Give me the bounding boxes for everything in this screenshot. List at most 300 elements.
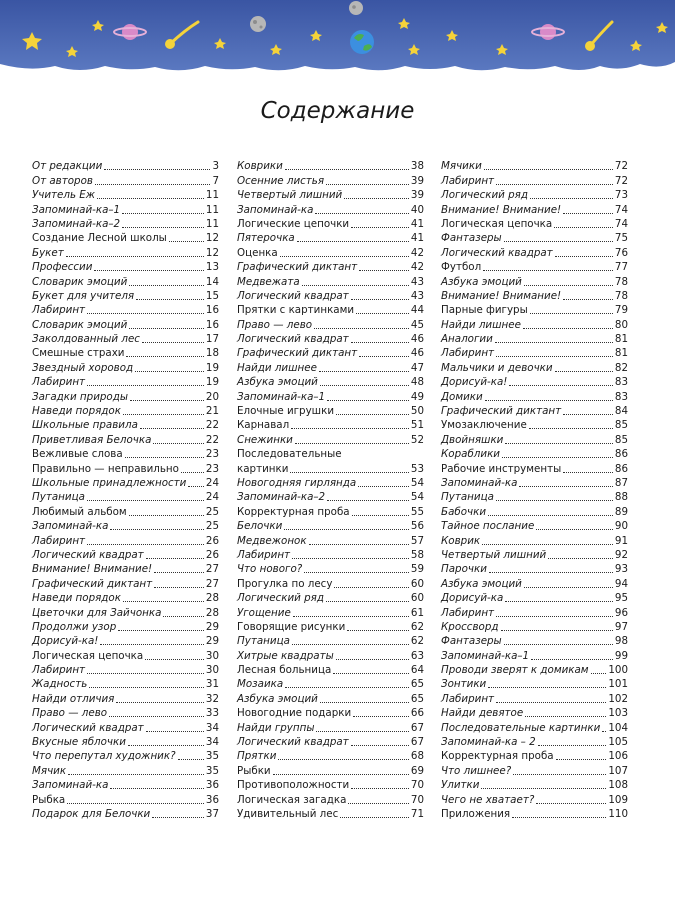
toc-entry-title: Азбука эмоций — [441, 577, 522, 590]
toc-entry-title: Путаница — [32, 491, 85, 504]
toc-entry — [32, 172, 219, 186]
dot-leader — [563, 472, 613, 473]
toc-entry — [441, 705, 628, 719]
dot-leader — [145, 659, 204, 660]
dot-leader — [110, 529, 204, 530]
dot-leader — [531, 659, 613, 660]
dot-leader — [351, 788, 409, 789]
toc-entry-page: 59 — [410, 563, 424, 576]
toc-entry-title: Тайное послание — [441, 520, 535, 533]
toc-entry-title: Мячик — [32, 764, 67, 777]
toc-entry-page: 55 — [410, 505, 424, 518]
toc-entry-title: Корректурная проба — [237, 505, 350, 518]
toc-entry-title: Профессии — [32, 261, 93, 274]
toc-entry-page: 30 — [205, 664, 219, 677]
toc-entry-title: Лабиринт — [32, 304, 86, 317]
dot-leader — [513, 774, 606, 775]
toc-entry — [441, 503, 628, 517]
toc-entry — [237, 719, 424, 733]
toc-entry — [237, 446, 424, 475]
toc-entry-title: Прятки с картинками — [237, 304, 355, 317]
toc-entry-page: 89 — [614, 505, 628, 518]
toc-entry-title: Запоминай-ка–1 — [441, 649, 530, 662]
dot-leader — [530, 313, 613, 314]
toc-entry — [32, 748, 219, 762]
toc-entry-title: Букет для учителя — [32, 289, 135, 302]
dot-leader — [591, 673, 607, 674]
toc-entry-page: 24 — [205, 491, 219, 504]
toc-entry — [32, 762, 219, 776]
dot-leader — [336, 414, 409, 415]
dot-leader — [314, 328, 409, 329]
dot-leader — [153, 443, 204, 444]
toc-entry-page: 26 — [205, 534, 219, 547]
toc-entry-title: Рабочие инструменты — [441, 462, 562, 475]
toc-entry-title: Лабиринт — [441, 347, 495, 360]
toc-entry-page: 7 — [212, 174, 219, 187]
dot-leader — [563, 299, 613, 300]
dot-leader — [548, 558, 613, 559]
toc-entry-title: Парные фигуры — [441, 304, 528, 317]
toc-entry-title-continued: картинки — [237, 462, 289, 475]
toc-entry-page: 58 — [410, 548, 424, 561]
toc-entry — [237, 288, 424, 302]
dot-leader — [129, 285, 204, 286]
toc-entry — [237, 705, 424, 719]
toc-entry-page: 99 — [614, 649, 628, 662]
toc-entry — [237, 431, 424, 445]
toc-entry — [441, 734, 628, 748]
toc-entry-title: Мальчики и девочки — [441, 361, 553, 374]
dot-leader — [278, 759, 409, 760]
toc-entry-page: 16 — [205, 304, 219, 317]
toc-entry-page: 65 — [410, 678, 424, 691]
toc-entry — [32, 431, 219, 445]
toc-entry — [237, 575, 424, 589]
toc-entry-page: 102 — [608, 692, 628, 705]
dot-leader — [523, 328, 613, 329]
toc-entry — [32, 489, 219, 503]
toc-entry-title: Запоминай-ка–1 — [32, 203, 121, 216]
dot-leader — [302, 285, 409, 286]
toc-entry-title: Логический квадрат — [32, 548, 144, 561]
toc-entry-page: 70 — [410, 793, 424, 806]
toc-entry-page: 61 — [410, 606, 424, 619]
toc-entry-page: 49 — [410, 390, 424, 403]
toc-entry — [237, 172, 424, 186]
toc-entry-title: Лабиринт — [441, 692, 495, 705]
toc-entry — [32, 244, 219, 258]
dot-leader — [556, 759, 607, 760]
toc-entry — [237, 561, 424, 575]
dot-leader — [126, 356, 203, 357]
dot-leader — [488, 687, 606, 688]
toc-entry — [441, 489, 628, 503]
toc-entry — [441, 345, 628, 359]
toc-column-3 — [441, 158, 628, 820]
toc-entry-page: 110 — [608, 807, 628, 820]
toc-entry — [32, 806, 219, 820]
toc-entry-page: 92 — [614, 548, 628, 561]
toc-entry-page: 21 — [205, 405, 219, 418]
dot-leader — [351, 299, 409, 300]
toc-entry — [32, 532, 219, 546]
toc-entry-title: Логический квадрат — [441, 246, 553, 259]
toc-entry-page: 39 — [410, 189, 424, 202]
toc-entry-page: 81 — [614, 333, 628, 346]
toc-entry — [32, 561, 219, 575]
dot-leader — [481, 788, 606, 789]
toc-entry-page: 72 — [614, 160, 628, 173]
toc-entry-title: Что перепутал художник? — [32, 750, 176, 763]
dot-leader — [68, 774, 204, 775]
toc-entry-title: Логический квадрат — [32, 721, 144, 734]
toc-entry-page: 42 — [410, 261, 424, 274]
toc-entry — [441, 590, 628, 604]
toc-entry — [441, 633, 628, 647]
toc-entry-page: 48 — [410, 376, 424, 389]
toc-entry-page: 78 — [614, 289, 628, 302]
toc-entry — [441, 359, 628, 373]
dot-leader — [87, 544, 204, 545]
toc-entry-page: 28 — [205, 606, 219, 619]
toc-entry-title: Что нового? — [237, 563, 303, 576]
moon-icon — [349, 1, 363, 15]
toc-entry-title: Заколдованный лес — [32, 333, 140, 346]
toc-entry-title: Логическая загадка — [237, 793, 347, 806]
toc-entry-title: Логический квадрат — [237, 289, 349, 302]
dot-leader — [536, 803, 606, 804]
toc-entry — [441, 446, 628, 460]
toc-entry-title: Бабочки — [441, 505, 487, 518]
dot-leader — [291, 428, 409, 429]
toc-entry-page: 57 — [410, 534, 424, 547]
toc-entry — [237, 518, 424, 532]
toc-entry-title: Пятерочка — [237, 232, 295, 245]
toc-entry-page: 85 — [614, 433, 628, 446]
dot-leader — [505, 443, 613, 444]
toc-entry — [237, 676, 424, 690]
toc-entry-title: Дорисуй-ка! — [32, 635, 99, 648]
toc-entry — [441, 201, 628, 215]
toc-entry-title: Логическая цепочка — [441, 217, 553, 230]
toc-entry-title: Снежинки — [237, 433, 293, 446]
toc-entry — [237, 216, 424, 230]
toc-entry-title: Умозаключение — [441, 419, 527, 432]
toc-entry-page: 16 — [205, 318, 219, 331]
dot-leader — [359, 270, 409, 271]
earth-icon — [350, 30, 374, 54]
toc-entry-title: Удивительный лес — [237, 807, 339, 820]
toc-entry-page: 95 — [614, 592, 628, 605]
toc-entry — [32, 345, 219, 359]
toc-entry-page: 86 — [614, 462, 628, 475]
dot-leader — [496, 500, 613, 501]
toc-entry — [32, 201, 219, 215]
toc-entry-page: 90 — [614, 520, 628, 533]
toc-entry-page: 38 — [410, 160, 424, 173]
toc-entry-title: Фантазеры — [441, 232, 502, 245]
toc-entry-page: 65 — [410, 692, 424, 705]
toc-entry-title: Запоминай-ка – 2 — [441, 736, 536, 749]
dot-leader — [496, 356, 613, 357]
toc-entry-title: От редакции — [32, 160, 103, 173]
dot-leader — [529, 428, 613, 429]
toc-entry — [441, 259, 628, 273]
dot-leader — [304, 572, 409, 573]
toc-entry — [32, 288, 219, 302]
dot-leader — [563, 213, 613, 214]
toc-entry-title: Мячики — [441, 160, 482, 173]
toc-entry — [441, 690, 628, 704]
toc-entry-page: 108 — [608, 779, 628, 792]
toc-entry — [441, 762, 628, 776]
toc-entry — [32, 460, 219, 474]
toc-entry — [441, 172, 628, 186]
dot-leader — [485, 400, 613, 401]
toc-entry-page: 82 — [614, 361, 628, 374]
toc-entry-title: Наведи порядок — [32, 592, 121, 605]
dot-leader — [169, 241, 204, 242]
dot-leader — [89, 687, 204, 688]
toc-entry — [237, 734, 424, 748]
toc-entry — [441, 518, 628, 532]
toc-entry-title: Дорисуй-ка! — [441, 376, 508, 389]
toc-entry-title: Цветочки для Зайчонка — [32, 606, 162, 619]
toc-entry-page: 40 — [410, 203, 424, 216]
toc-entry-title: Белочки — [237, 520, 283, 533]
toc-entry-page: 11 — [205, 189, 219, 202]
toc-entry-page: 14 — [205, 275, 219, 288]
toc-entry-page: 43 — [410, 275, 424, 288]
toc-entry — [237, 532, 424, 546]
toc-entry-page: 75 — [614, 232, 628, 245]
toc-entry — [32, 575, 219, 589]
toc-entry — [441, 388, 628, 402]
moon-icon — [250, 16, 266, 32]
toc-entry-title: Аналогии — [441, 333, 493, 346]
dot-leader — [122, 213, 204, 214]
dot-leader — [146, 731, 204, 732]
toc-entry-page: 98 — [614, 635, 628, 648]
toc-entry-page: 88 — [614, 491, 628, 504]
toc-entry — [441, 791, 628, 805]
toc-entry-page: 50 — [410, 405, 424, 418]
dot-leader — [104, 169, 210, 170]
toc-entry — [237, 374, 424, 388]
toc-entry-page: 71 — [410, 807, 424, 820]
toc-entry — [237, 547, 424, 561]
toc-entry-page: 96 — [614, 606, 628, 619]
toc-entry-page: 28 — [205, 592, 219, 605]
toc-entry-title: Жадность — [32, 678, 88, 691]
toc-entry — [441, 647, 628, 661]
toc-entry — [237, 662, 424, 676]
toc-entry-title: Графический диктант — [441, 405, 562, 418]
toc-entry-title: Школьные правила — [32, 419, 138, 432]
toc-entry-page: 42 — [410, 246, 424, 259]
dot-leader — [333, 673, 409, 674]
toc-entry-page: 62 — [410, 635, 424, 648]
toc-entry-page: 11 — [205, 203, 219, 216]
toc-entry-page: 27 — [205, 577, 219, 590]
dot-leader — [326, 184, 409, 185]
dot-leader — [489, 572, 613, 573]
dot-leader — [87, 673, 204, 674]
toc-entry-page: 69 — [410, 764, 424, 777]
dot-leader — [484, 169, 613, 170]
toc-entry — [32, 302, 219, 316]
toc-entry-title: Внимание! Внимание! — [32, 563, 153, 576]
toc-entry — [237, 388, 424, 402]
toc-entry-page: 73 — [614, 189, 628, 202]
toc-entry-title: Улитки — [441, 779, 480, 792]
toc-entry — [32, 316, 219, 330]
dot-leader — [154, 587, 204, 588]
dot-leader — [602, 731, 606, 732]
toc-entry-title: Школьные принадлежности — [32, 476, 187, 489]
toc-entry-title: Внимание! Внимание! — [441, 203, 562, 216]
toc-entry-page: 36 — [205, 793, 219, 806]
toc-entry — [441, 302, 628, 316]
toc-entry — [32, 719, 219, 733]
toc-entry — [441, 316, 628, 330]
toc-entry-page: 26 — [205, 548, 219, 561]
toc-entry-page: 19 — [205, 361, 219, 374]
dot-leader — [316, 731, 408, 732]
toc-entry — [32, 503, 219, 517]
toc-entry-title: Логический ряд — [441, 189, 528, 202]
dot-leader — [118, 630, 204, 631]
toc-entry — [441, 417, 628, 431]
toc-entry-title: Найди лишнее — [237, 361, 317, 374]
toc-entry-title: Запоминай-ка — [441, 476, 518, 489]
dot-leader — [352, 515, 409, 516]
toc-entry — [441, 719, 628, 733]
toc-entry-page: 78 — [614, 275, 628, 288]
toc-entry — [32, 662, 219, 676]
dot-leader — [519, 486, 613, 487]
toc-entry-page: 44 — [410, 304, 424, 317]
toc-entry — [237, 690, 424, 704]
toc-entry — [32, 403, 219, 417]
toc-entry — [32, 359, 219, 373]
toc-entry-title: Загадки природы — [32, 390, 128, 403]
toc-entry-page: 85 — [614, 419, 628, 432]
toc-entry-page: 67 — [410, 721, 424, 734]
toc-entry-title: Любимый альбом — [32, 505, 127, 518]
toc-entry-title: Найди лишнее — [441, 318, 521, 331]
toc-entry-page: 34 — [205, 721, 219, 734]
toc-entry-title: Запоминай-ка — [32, 779, 109, 792]
toc-entry-title: Футбол — [441, 261, 482, 274]
toc-entry-title: Вежливые слова — [32, 448, 123, 461]
toc-entry-title: Зонтики — [441, 678, 487, 691]
toc-entry-title: Лабиринт — [441, 174, 495, 187]
toc-entry — [441, 547, 628, 561]
toc-entry-page: 24 — [205, 476, 219, 489]
toc-entry-page: 94 — [614, 577, 628, 590]
toc-entry-page: 70 — [410, 779, 424, 792]
toc-entry-page: 33 — [205, 707, 219, 720]
dot-leader — [336, 659, 409, 660]
dot-leader — [129, 328, 204, 329]
toc-entry-page: 109 — [608, 793, 628, 806]
toc-entry-page: 12 — [205, 246, 219, 259]
dot-leader — [351, 745, 409, 746]
dot-leader — [142, 342, 204, 343]
toc-entry — [237, 403, 424, 417]
toc-entry — [32, 777, 219, 791]
toc-entry — [32, 259, 219, 273]
dot-leader — [351, 227, 409, 228]
toc-entry-page: 41 — [410, 217, 424, 230]
dot-leader — [129, 515, 204, 516]
toc-entry-title: Противоположности — [237, 779, 350, 792]
toc-entry — [32, 547, 219, 561]
toc-entry — [32, 417, 219, 431]
dot-leader — [525, 716, 606, 717]
toc-entry — [32, 619, 219, 633]
toc-entry-title: Фантазеры — [441, 635, 502, 648]
toc-entry-page: 67 — [410, 736, 424, 749]
dot-leader — [87, 500, 204, 501]
toc-entry-page: 19 — [205, 376, 219, 389]
toc-entry — [32, 273, 219, 287]
toc-entry — [237, 475, 424, 489]
page-title: Содержание — [260, 98, 415, 124]
toc-entry-page: 25 — [205, 520, 219, 533]
dot-leader — [509, 385, 612, 386]
toc-entry-title: Учитель Еж — [32, 189, 96, 202]
toc-entry-page: 29 — [205, 620, 219, 633]
toc-entry — [237, 647, 424, 661]
toc-entry-page: 41 — [410, 232, 424, 245]
toc-entry — [32, 791, 219, 805]
toc-entry-title: Корректурная проба — [441, 750, 554, 763]
toc-entry-page: 91 — [614, 534, 628, 547]
toc-entry-page: 35 — [205, 750, 219, 763]
dot-leader — [67, 803, 204, 804]
toc-entry-page: 74 — [614, 203, 628, 216]
toc-entry-page: 56 — [410, 520, 424, 533]
dot-leader — [555, 371, 613, 372]
toc-entry-title: Запоминай-ка–2 — [237, 491, 326, 504]
dot-leader — [123, 601, 204, 602]
toc-entry-page: 46 — [410, 347, 424, 360]
toc-entry — [237, 187, 424, 201]
toc-entry-page: 54 — [410, 477, 424, 489]
toc-entry — [237, 158, 424, 172]
toc-entry-page: 17 — [205, 333, 219, 346]
toc-entry — [32, 676, 219, 690]
toc-entry-title: Лабиринт — [441, 606, 495, 619]
toc-entry-title: Создание Лесной школы — [32, 232, 167, 245]
toc-entry-page: 25 — [205, 505, 219, 518]
toc-entry — [441, 288, 628, 302]
dot-leader — [136, 299, 204, 300]
dot-leader — [326, 601, 409, 602]
toc-entry-title: Лабиринт — [32, 664, 86, 677]
toc-entry-title: Право — лево — [32, 707, 108, 720]
toc-entry-page: 86 — [614, 448, 628, 461]
dot-leader — [188, 486, 204, 487]
dot-leader — [181, 472, 204, 473]
toc-entry-title: Прогулка по лесу — [237, 577, 333, 590]
toc-entry — [441, 575, 628, 589]
dot-leader — [327, 400, 409, 401]
toc-entry-title: Логическая цепочка — [32, 649, 144, 662]
